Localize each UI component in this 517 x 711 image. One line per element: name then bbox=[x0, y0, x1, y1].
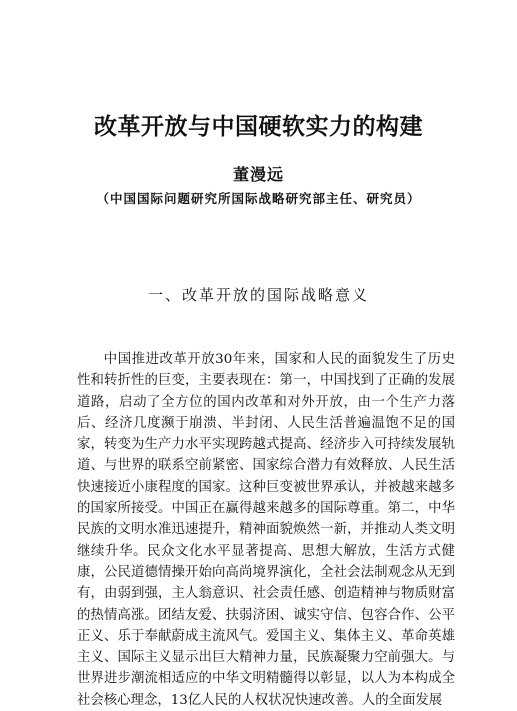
body-paragraph: 中国推进改革开放30年来，国家和人民的面貌发生了历史性和转折性的巨变，主要表现在：第一，中国找到了正确的发展道路，启动了全方位的国内改革和对外开放，由一个生产力落后、经济几度濒于崩溃、半封闭、人民生活普遍温饱不足的国家，转变为生产力水平实现跨越式提高、经济步入可持续发展轨道、与世界的联系空前紧密、国家综合潜力有效释放、人民生活快速接近小康程度的国家。这种巨变被世界承认，并被越来越多的国家所接受。中国正在赢得越来越多的国际尊重。第二，中华民族的文明水准迅速提升，精神面貌焕然一新，并推动人类文明继续升华。民众文化水平显著提高、思想大解放，生活方式健康，公民道德情操开始向高尚境界演化，全社会法制观念从无到有，由弱到强，主人翁意识、社会责任感、创造精神与物质财富的热情高涨。团结友爱、扶弱济困、诚实守信、包容合作、公平正义、乐于奉献蔚成主流风气。爱国主义、集体主义、革命英雄主义、国际主义显示出巨大精神力量，民族凝聚力空前强大。与世界进步潮流相适应的中华文明精髓得以彰显，以人为本构成全社会核心理念，13亿人民的人权状况快速改善。人的全面发展 bbox=[77, 352, 455, 708]
article-title: 改革开放与中国硬软实力的构建 bbox=[94, 113, 423, 140]
section-heading: 一、改革开放的国际战略意义 bbox=[147, 286, 369, 304]
article-author: 董漫远 bbox=[232, 165, 284, 184]
author-affiliation: （中国国际问题研究所国际战略研究部主任、研究员） bbox=[96, 191, 421, 206]
